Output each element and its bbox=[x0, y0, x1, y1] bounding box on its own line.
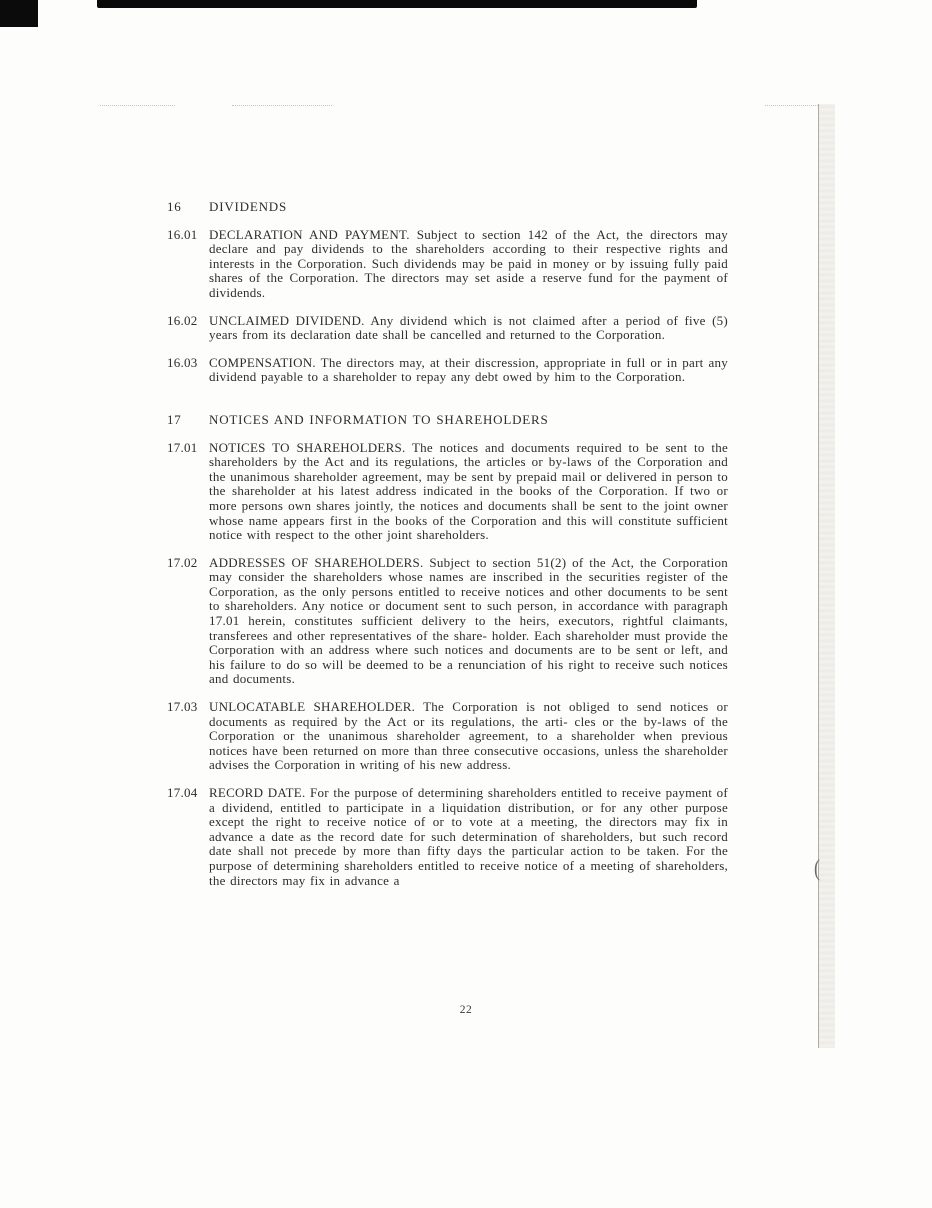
scan-dotted-line-middle bbox=[232, 105, 332, 106]
scan-artifact-corner-mark bbox=[0, 0, 38, 27]
section-number: 17 bbox=[167, 411, 182, 427]
clause-number: 17.01 bbox=[167, 439, 198, 455]
page-number: 22 bbox=[459, 1004, 473, 1016]
clause-number: 16.02 bbox=[167, 312, 198, 328]
clause-number: 16.01 bbox=[167, 226, 198, 242]
page-edge-shadow bbox=[818, 104, 835, 1048]
clause-text: COMPENSATION. The directors may, at their discression, appropriate in full or in part any dividend payable to a shareholder to repay any debt owed by him to the Corporation. bbox=[209, 354, 728, 385]
section-number: 16 bbox=[167, 199, 182, 214]
clause-17-02 bbox=[167, 556, 728, 687]
section-title: DIVIDENDS bbox=[209, 199, 287, 214]
clause-text: UNCLAIMED DIVIDEND. Any dividend which is not claimed after a period of five (5) years from its declaration date shall be cancelled and returned to the Corporation. bbox=[209, 312, 728, 343]
clause-number: 17.04 bbox=[167, 785, 198, 800]
section-title: NOTICES AND INFORMATION TO SHAREHOLDERS bbox=[209, 411, 549, 427]
clause-text: UNLOCATABLE SHAREHOLDER. The Corporation is not obliged to send notices or documents as required by the Act or its regulations, the arti- cles or the by-laws of the Corporation or the unanimous shareholder agreement, to a shareholder when previous notices have been returned on more than three consecutive occasions, unless the shareholder advises the Corporation in writing of his new address. bbox=[209, 699, 728, 773]
clause-text: RECORD DATE. For the purpose of determining shareholders entitled to receive payment of a dividend, entitled to participate in a liquidation distribution, or for any other purpose except the right to receive notice of or to vote at a meeting, the directors may fix in advance a date as the record date for such determination of shareholders, but such record date shall not precede by more than fifty days the particular action to be taken. For the purpose of determining shareholders entitled to receive notice of a meeting of shareholders, the directors may fix in advance a bbox=[209, 785, 728, 888]
clause-16-03 bbox=[167, 356, 728, 385]
clause-text: ADDRESSES OF SHAREHOLDERS. Subject to section 51(2) of the Act, the Corporation may consider the shareholders whose names are inscribed in the securities register of the Corporation, as the only persons entitled to receive notices and other documents to be sent to shareholders. Any notice or document sent to such person, in accordance with paragraph 17.01 herein, constitutes sufficient delivery to the heirs, executors, rightful claimants, transferees and other representatives of the share- holder. Each shareholder must provide the Corporation with an address where such notices and documents are to be sent or left, and his failure to do so will be deemed to be a renunciation of his right to receive such notices and documents. bbox=[209, 554, 728, 687]
clause-16-01 bbox=[167, 228, 728, 301]
section-heading bbox=[167, 413, 728, 428]
scan-dotted-line-right bbox=[765, 105, 820, 106]
clause-17-01 bbox=[167, 441, 728, 543]
document-body bbox=[167, 200, 728, 888]
stray-parenthesis-mark: ( bbox=[814, 854, 820, 881]
scan-dotted-line-left bbox=[100, 105, 175, 106]
section-heading bbox=[167, 200, 728, 215]
clause-16-02 bbox=[167, 314, 728, 343]
section-17-notices bbox=[167, 413, 728, 888]
clause-17-04 bbox=[167, 786, 728, 888]
scan-artifact-top-bar bbox=[97, 0, 697, 8]
clause-number: 17.02 bbox=[167, 554, 198, 570]
clause-number: 16.03 bbox=[167, 354, 198, 370]
clause-text: NOTICES TO SHAREHOLDERS. The notices and documents required to be sent to the shareholders by the Act and its regulations, the articles or by-laws of the Corporation and the unanimous shareholder agreement, may be sent by prepaid mail or delivered in person to the shareholder at his latest address indicated in the books of the Corporation. If two or more persons own shares jointly, the notices and documents shall be sent to the joint owner whose name appears first in the books of the Corporation and this will constitute sufficient notice with respect to the other joint shareholders. bbox=[209, 439, 728, 543]
clause-text: DECLARATION AND PAYMENT. Subject to section 142 of the Act, the directors may declare and pay dividends to the shareholders according to their respective rights and interests in the Corporation. Such dividends may be paid in money or by issuing fully paid shares of the Corporation. The directors may set aside a reserve fund for the payment of dividends. bbox=[209, 226, 728, 300]
clause-17-03 bbox=[167, 700, 728, 773]
clause-number: 17.03 bbox=[167, 699, 198, 715]
section-16-dividends bbox=[167, 200, 728, 385]
